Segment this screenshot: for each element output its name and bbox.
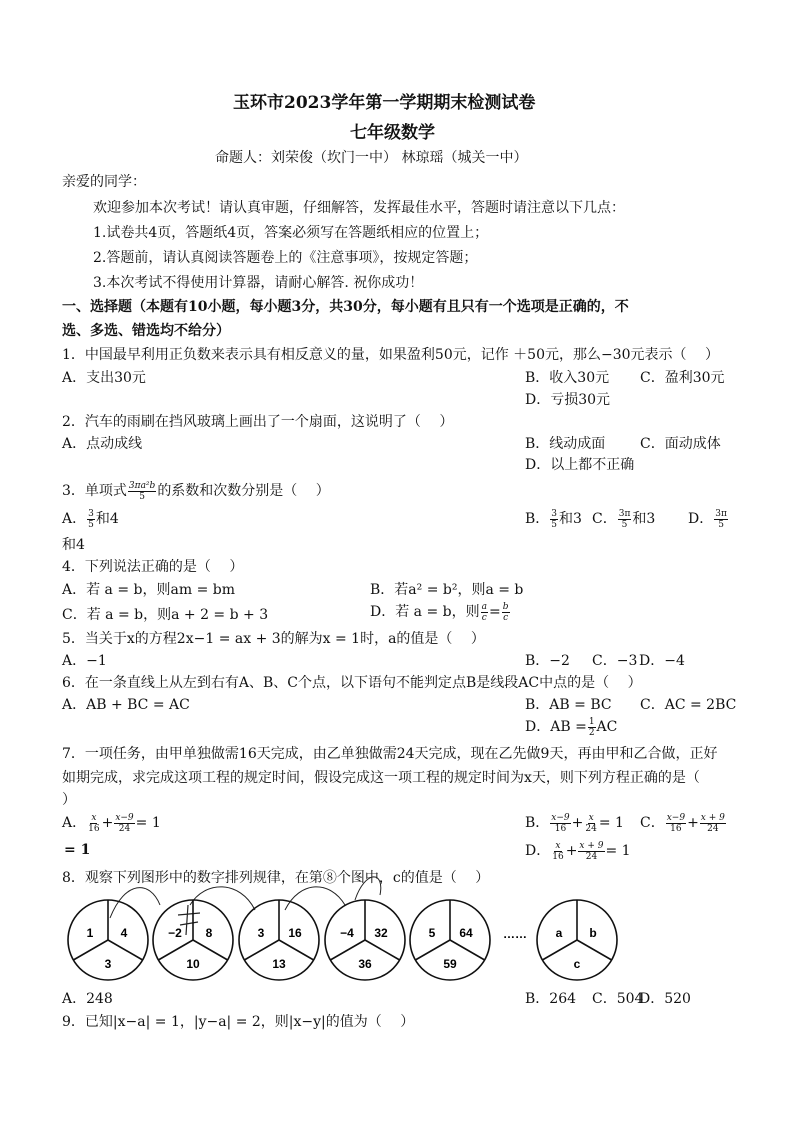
wheel-number-tl: 1 [86,926,94,940]
section-heading-line2: 选、多选、错选均不给分） [62,323,230,339]
page-title: 玉环市2023学年第一学期期末检测试卷 [233,93,536,113]
welcome-text: 欢迎参加本次考试！请认真审题，仔细解答，发挥最佳水平，答题时请注意以下几点： [93,200,625,216]
scribble-arc-4 [355,877,381,900]
q2-option-c: C．面动成体 [640,436,721,452]
wheel-number-bot: 10 [186,957,200,971]
wheel-figure-6 [537,900,617,980]
q8-option-b: B．264 [525,991,577,1007]
q7-d-tail: = 1 [605,843,631,859]
q1-stem: 1．中国最早利用正负数来表示具有相反意义的量，如果盈利50元，记作 ＋50元，那么−30元表示（ ） [62,347,719,363]
wheel-spoke [108,940,143,960]
q7-d-d1: 16 [552,851,564,862]
q7-b-label: B． [525,815,550,831]
q6-option-a: A．AB + BC = AC [62,697,190,713]
wheel-figure-4 [325,900,405,980]
q3-c-num: 3π [618,508,631,519]
wheel-number-bot: 13 [272,957,286,971]
q1-option-a: A．支出30元 [62,370,146,386]
wheel-number-tr: 8 [205,926,213,940]
q8-stem: 8．观察下列图形中的数字排列规律，在第⑧个图中，c的值是（ ） [62,870,490,886]
q7-d-n1: x [555,840,561,851]
q2-option-d: D．以上都不正确 [525,457,635,473]
q3-b-tail: 和3 [559,511,582,527]
q7-a-plus: + [101,815,114,831]
wheel-number-bot: 3 [104,957,112,971]
wheel-figure-5 [410,900,490,980]
wheel-number-tr: 16 [288,926,302,940]
q8-option-a: A．248 [62,991,113,1007]
q3-a-label: A． [62,511,87,527]
wheel-number-tr: b [589,926,597,940]
wheel-number-tl: −2 [168,926,182,940]
q6-option-c: C．AC = 2BC [640,697,737,713]
wheel-figure-3 [239,900,319,980]
q6-stem: 6．在一条直线上从左到右有A、B、C个点，以下语句不能判定点B是线段AC中点的是（ ） [62,675,642,691]
page-subtitle: 七年级数学 [350,123,435,143]
wheel-number-tr: 32 [374,926,388,940]
q4-d-num1: a [481,601,487,612]
wheel-number-tl: a [555,926,563,940]
q3-a-tail: 和4 [95,511,119,527]
q7-c-n1: x−9 [666,812,686,823]
q3-frac-den: 5 [139,491,145,502]
q6-d-num: 1 [588,716,595,727]
q7-line3: ） [62,792,76,808]
q4-stem: 4．下列说法正确的是（ ） [62,559,244,575]
q7-a-d2: 24 [118,823,131,834]
q7-c-d1: 16 [670,823,682,834]
q6-d-den: 2 [588,727,595,738]
q7-d-plus: + [565,843,578,859]
note-3: 3.本次考试不得使用计算器，请耐心解答. 祝你成功！ [93,275,424,291]
q3-d-num: 3π [715,508,727,519]
q3-option-d-tail: 和4 [62,537,85,553]
wheel-spoke [542,940,577,960]
wheel-figure-2 [153,900,233,980]
q7-a-label: A． [62,815,87,831]
q7-b-plus: + [571,815,584,831]
q3-a-num: 3 [88,508,94,519]
greeting: 亲爱的同学： [62,174,146,190]
q6-d-pre: D．AB = [525,719,587,735]
q6-option-b: B．AB = BC [525,697,612,713]
q7-line2: 如期完成，求完成这项工程的规定时间，假设完成这一项工程的规定时间为x天，则下列方程正确的是（ [62,770,700,786]
q6-d-post: AC [596,719,618,735]
scribble-arc-1 [110,888,160,918]
q3-b-label: B． [525,511,550,527]
q3-frac-num: 3πa²b [128,480,156,491]
q4-option-c: C．若 a = b，则a + 2 = b + 3 [62,607,269,623]
q1-option-c: C．盈利30元 [640,370,725,386]
q4-d-pre: D．若 a = b，则 [370,604,480,620]
q5-option-c: C．−3 [592,653,638,669]
scribble-arc-2 [190,887,255,910]
q9-stem: 9．已知|x−a| = 1，|y−a| = 2，则|x−y|的值为（ ） [62,1014,415,1030]
q5-option-a: A．−1 [62,653,107,669]
note-2: 2.答题前，请认真阅读答题卷上的《注意事项》，按规定答题； [93,250,478,266]
wheel-spoke [577,940,612,960]
wheel-number-tr: 64 [459,926,473,940]
authors-line: 命题人：刘荣俊（坎门一中） 林琼瑶（城关一中） [215,150,528,166]
wheel-number-tl: 3 [257,926,265,940]
q3-d-label: D． [688,511,714,527]
q4-d-num2: b [502,601,509,612]
q1-option-d: D．亏损30元 [525,392,611,408]
q2-option-b: B．线动成面 [525,436,606,452]
q7-a-tail: = 1 [135,815,161,831]
scribble-arc-3 [285,887,345,910]
q3-b-num: 3 [551,508,558,519]
q3-d-den: 5 [718,519,724,530]
q7-c-plus: + [687,815,699,831]
q7-a-n2: x−9 [115,812,134,823]
q5-option-b: B．−2 [525,653,570,669]
q7-c-label: C． [640,815,665,831]
q7-d-d2: 24 [585,851,598,862]
q7-option-c-tail: = 1 [64,842,91,858]
q7-b-d2: 24 [585,823,597,834]
q5-stem: 5．当关于x的方程2x−1 = ax + 3的解为x = 1时，a的值是（ ） [62,631,485,647]
wheel-figure-1 [68,900,148,980]
q3-stem-pre: 3．单项式 [62,483,127,499]
q8-dots: …… [503,927,527,941]
q7-c-n2: x + 9 [700,812,725,823]
q7-line1: 7．一项任务，由甲单独做需16天完成，由乙单独做需24天完成，现在乙先做9天，再由甲和乙合做，正好 [62,746,718,762]
wheel-number-bot: 36 [358,957,372,971]
q8-option-d: D．520 [639,991,691,1007]
q3-c-label: C． [592,511,617,527]
q4-option-a: A．若 a = b，则am = bm [62,582,235,598]
wheel-number-tl: −4 [340,926,354,940]
q7-d-n2: x + 9 [579,840,604,851]
q3-c-den: 5 [621,519,628,530]
q7-b-n1: x−9 [551,812,570,823]
q7-b-tail: = 1 [598,815,624,831]
note-1: 1.试卷共4页，答题纸4页，答案必须写在答题纸相应的位置上； [93,225,489,241]
q7-d-label: D． [525,843,551,859]
q2-stem: 2．汽车的雨刷在挡风玻璃上画出了一个扇面，这说明了（ ） [62,414,454,430]
q4-d-eq: = [489,604,501,620]
section-heading-line1: 一、选择题（本题有10小题，每小题3分，共30分，每小题有且只有一个选项是正确的，不 [62,299,629,315]
wheel-number-bot: 59 [443,957,457,971]
q2-option-a: A．点动成线 [62,436,143,452]
q4-option-b: B．若a² = b²，则a = b [370,582,524,598]
q7-b-n2: x [588,812,594,823]
q5-option-d: D．−4 [639,653,685,669]
q3-stem-post: 的系数和次数分别是（ ） [157,483,330,499]
q3-a-den: 5 [88,519,94,530]
q7-a-d1: 16 [88,823,100,834]
wheel-number-tl: 5 [428,926,436,940]
q3-b-den: 5 [551,519,558,530]
q1-option-b: B．收入30元 [525,370,610,386]
q4-d-den1: c [481,612,487,623]
wheel-spoke [73,940,108,960]
q3-c-tail: 和3 [632,511,656,527]
wheel-number-bot: c [573,957,581,971]
q4-d-den2: c [503,612,509,623]
q8-option-c: C．504 [592,991,644,1007]
q7-c-d2: 24 [707,823,719,834]
q7-b-d1: 16 [554,823,567,834]
wheel-number-tr: 4 [120,926,128,940]
q7-a-n1: x [91,812,97,823]
